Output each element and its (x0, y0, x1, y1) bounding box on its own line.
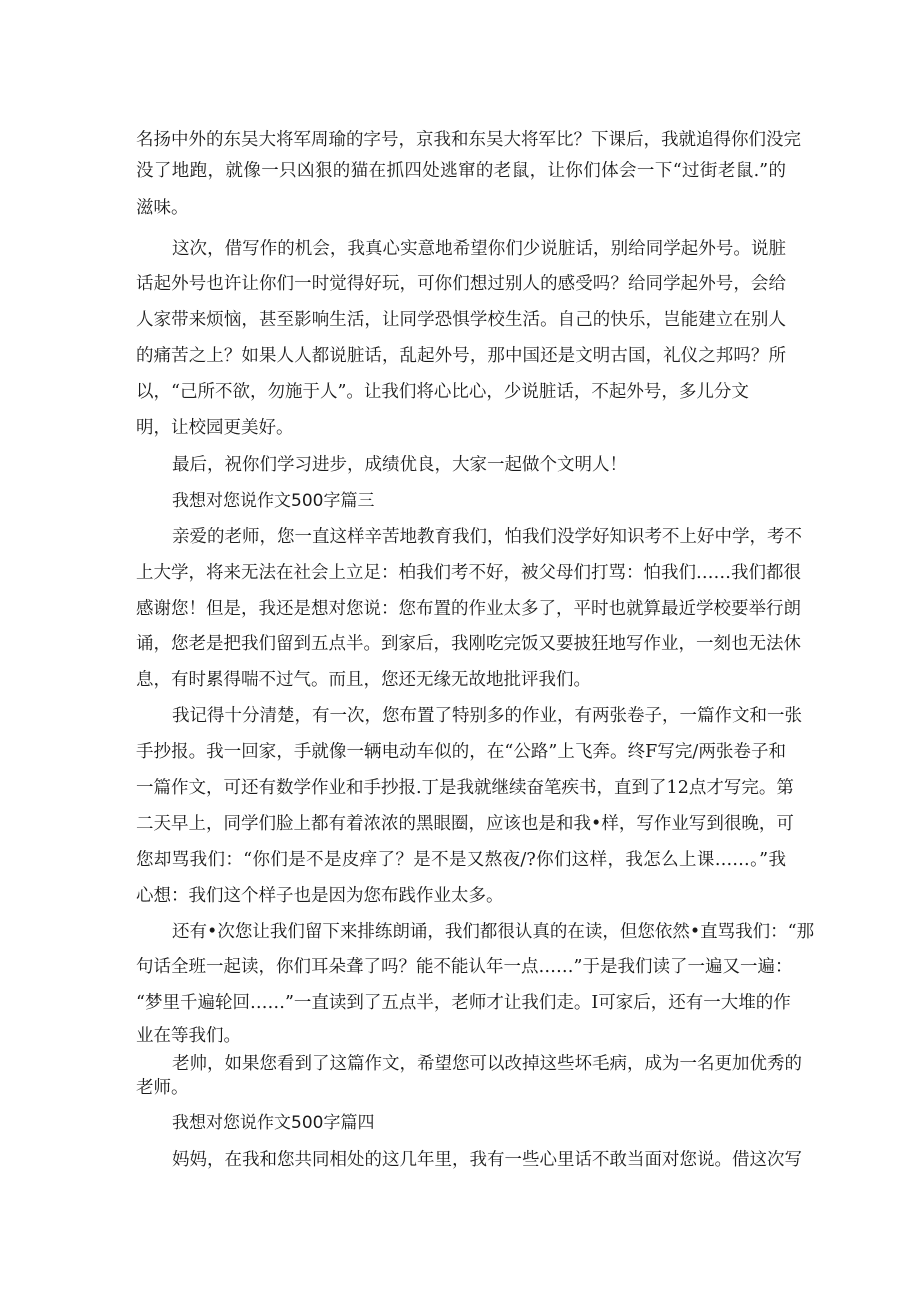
text-line: 名扬中外的东吴大将军周瑜的字号，京我和东吴大将军比？下课后，我就追得你们没完 (136, 130, 801, 150)
text-line: 上大学，将来无法在社会上立足：柏我们考不好，被父母们打骂：怕我们……我们都很 (136, 563, 801, 583)
text-line: 您却骂我们：“你们是不是皮痒了？是不是又熬夜/?你们这样，我怎么上课……。”我 (136, 850, 786, 870)
text-line: 诵，您老是把我们留到五点半。到家后，我刚吃完饭又要披狂地写作业，一刻也无法休 (136, 634, 801, 654)
text-line: 话起外号也许让你们一时觉得好玩，可你们想过别人的感受吗？给同学起外号，会给 (136, 274, 786, 294)
text-line: 以，“己所不欲，勿施于人”。让我们将心比心，少说脏话，不起外号，多儿分文 (136, 382, 749, 402)
paragraph-first-line: 还有•次您让我们留下来排练朗诵，我们都很认真的在读，但您依然•直骂我们：“那 (172, 922, 815, 942)
text-line: 手抄报。我一回家，手就像一辆电动车似的，在“公路”上飞奔。终F写完/两张卷子和 (136, 742, 786, 762)
text-line: “梦里千遍轮回……”一直读到了五点半，老师才让我们走。I可家后，还有一大堆的作 (136, 993, 791, 1013)
text-line: 老师。 (136, 1078, 189, 1098)
paragraph-first-line: 妈妈，在我和您共同相处的这几年里，我有一些心里话不敢当面对您说。借这次写 (172, 1150, 802, 1170)
paragraph-first-line: 最后，祝你们学习进步，成绩优良，大家一起做个文明人！ (172, 455, 627, 475)
paragraph-first-line: 这次，借写作的机会，我真心实意地希望你们少说脏话，别给同学起外号。说脏 (172, 239, 786, 259)
text-line: 感谢您！但是，我还是想对您说：您布置的作业太多了，平时也就算最近学校要举行朗 (136, 599, 801, 619)
text-line: 没了地跑，就像一只凶狠的猫在抓四处逃窜的老鼠，让你们体会一下“过街老鼠.”的 (136, 161, 786, 181)
text-line: 一篇作文，可还有数学作业和手抄报.丁是我就继续奋笔疾书，直到了12点才写完。第 (136, 778, 794, 798)
section-heading: 我想对您说作文500字篇三 (172, 491, 375, 511)
paragraph-first-line: 我记得十分清楚，有一次，您布置了特别多的作业，有两张卷子，一篇作文和一张 (172, 706, 802, 726)
text-line: 心想：我们这个样子也是因为您布践作业太多。 (136, 886, 504, 906)
text-line: 业在等我们。 (136, 1026, 241, 1046)
section-heading: 我想对您说作文500字篇四 (172, 1113, 375, 1133)
text-line: 句话全班一起读，你们耳朵聋了吗？能不能认年一点……”于是我们读了一遍又一遍： (136, 957, 793, 977)
text-line: 滋味。 (136, 198, 189, 218)
text-line: 明，让校园更美好。 (136, 418, 294, 438)
text-line: 息，有时累得喘不过气。而且，您还无缘无故地批评我们。 (136, 670, 591, 690)
paragraph-first-line: 亲爱的老师，您一直这样辛苦地教育我们，怕我们没学好知识考不上好中学，考不 (172, 527, 802, 547)
paragraph-first-line: 老帅，如果您看到了这篇作文，希望您可以改掉这些坏毛病，成为一名更加优秀的 (172, 1054, 802, 1074)
text-line: 的痛苦之上？如果人人都说脏话，乱起外号，那中国还是文明古国，礼仪之邦吗？所 (136, 346, 786, 366)
text-line: 二天早上，同学们脸上都有着浓浓的黑眼圈，应该也是和我•样，写作业写到很晚，可 (136, 814, 794, 834)
text-line: 人家带来烦恼，甚至影响生活，让同学恐惧学校生活。自己的快乐，岂能建立在别人 (136, 310, 786, 330)
